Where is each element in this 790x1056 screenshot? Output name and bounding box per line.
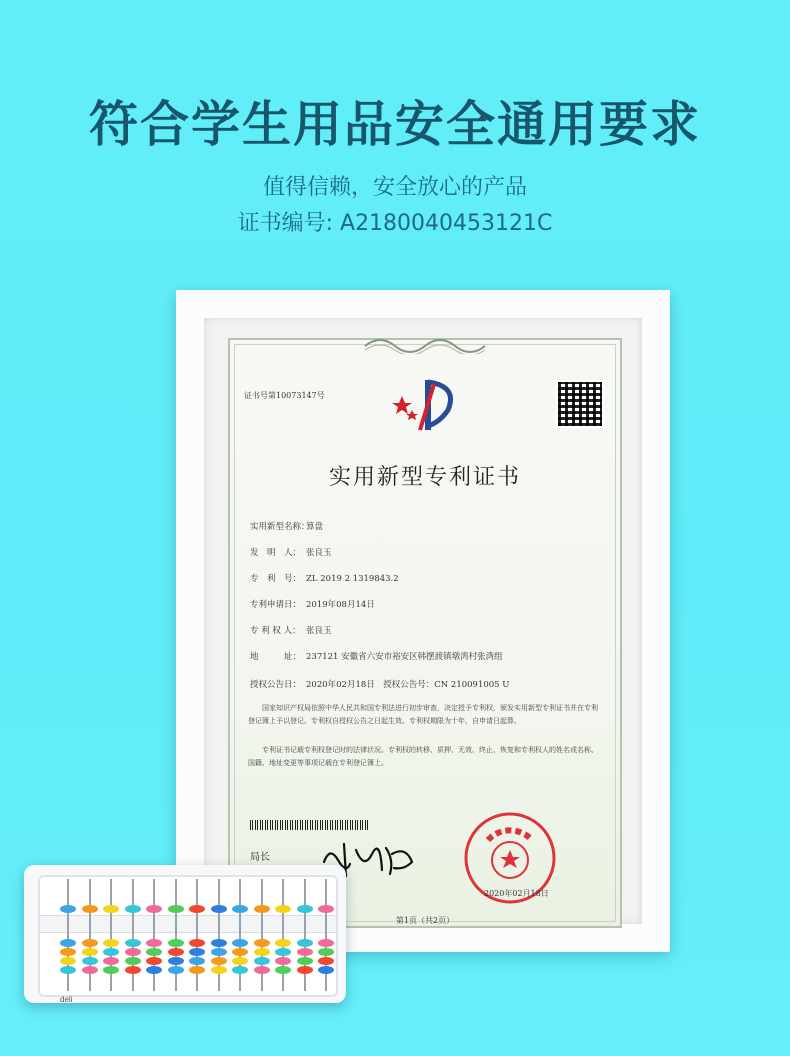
abacus-bead[interactable] (211, 905, 227, 913)
abacus-bead[interactable] (146, 957, 162, 965)
abacus-rod (325, 879, 327, 991)
abacus-bead[interactable] (297, 939, 313, 947)
abacus-bead[interactable] (254, 957, 270, 965)
abacus-bead[interactable] (103, 966, 119, 974)
abacus-rod (110, 879, 112, 991)
abacus-bead[interactable] (232, 905, 248, 913)
subtitle-trust: 值得信赖，安全放心的产品 (262, 175, 527, 200)
abacus-bead[interactable] (232, 957, 248, 965)
seal-date: 2020年02月18日 (484, 889, 549, 898)
abacus-bead[interactable] (254, 966, 270, 974)
abacus-bead[interactable] (103, 905, 119, 913)
abacus-bead[interactable] (297, 966, 313, 974)
abacus-rod (304, 879, 306, 991)
abacus-bead[interactable] (297, 957, 313, 965)
field-apply-date: 专利申请日： 2019年08月14日 (250, 600, 375, 610)
abacus-bead[interactable] (318, 939, 334, 947)
abacus-bead[interactable] (146, 905, 162, 913)
abacus-bead[interactable] (189, 905, 205, 913)
abacus-bead[interactable] (189, 948, 205, 956)
abacus-bead[interactable] (168, 966, 184, 974)
abacus-bead[interactable] (125, 905, 141, 913)
abacus-bead[interactable] (168, 939, 184, 947)
abacus-bead[interactable] (254, 905, 270, 913)
abacus-bead[interactable] (318, 966, 334, 974)
abacus-bead[interactable] (275, 939, 291, 947)
abacus-bead[interactable] (254, 948, 270, 956)
headline: 符合学生用品安全通用要求 (88, 96, 701, 153)
certificate-paragraph-1: 国家知识产权局依照中华人民共和国专利法进行初步审查，决定授予专利权，颁发实用新型专利证书并在专利登记簿上予以登记。专利权自授权公告之日起生效。专利权期限为十年，自申请日起算。 (248, 704, 598, 725)
abacus-bead[interactable] (146, 948, 162, 956)
field-patent-no: 专 利 号： ZL 2019 2 1319843.2 (250, 574, 399, 584)
abacus-rod (261, 879, 263, 991)
certificate-number: 证书号第10073147号 (244, 391, 325, 400)
abacus-bead[interactable] (82, 957, 98, 965)
abacus-bead[interactable] (297, 948, 313, 956)
abacus-bead[interactable] (318, 957, 334, 965)
field-owner: 专 利 权 人： 张良玉 (250, 626, 332, 636)
abacus-bead[interactable] (232, 948, 248, 956)
abacus-bead[interactable] (60, 966, 76, 974)
abacus-bead[interactable] (146, 966, 162, 974)
barcode (250, 820, 370, 830)
abacus-board (38, 875, 338, 1004)
field-name: 实用新型名称：算盘 (250, 522, 324, 532)
abacus-bead[interactable] (168, 905, 184, 913)
patent-office-logo-icon (392, 376, 462, 434)
page-number: 第1页（共2页） (395, 916, 455, 925)
abacus-bead[interactable] (82, 966, 98, 974)
ornament-icon (360, 334, 490, 354)
abacus-product (24, 865, 346, 1003)
abacus-beam (40, 915, 336, 933)
abacus-bead[interactable] (318, 905, 334, 913)
abacus-bead[interactable] (275, 957, 291, 965)
abacus-bead[interactable] (211, 939, 227, 947)
abacus-rod (132, 879, 134, 991)
abacus-bead[interactable] (189, 966, 205, 974)
abacus-bead[interactable] (125, 948, 141, 956)
abacus-bead[interactable] (82, 905, 98, 913)
certificate-paragraph-2: 专利证书记载专利权登记时的法律状况。专利权的转移、质押、无效、终止、恢复和专利权人的姓名或名称、国籍、地址变更等事项记载在专利登记簿上。 (248, 746, 598, 767)
abacus-rod (175, 879, 177, 991)
abacus-bead[interactable] (103, 957, 119, 965)
abacus-bead[interactable] (60, 957, 76, 965)
subtitle-cert-number: 证书编号: A2180040453121C (237, 211, 553, 236)
abacus-bead[interactable] (275, 966, 291, 974)
field-publish-date: 授权公告日： 2020年02月18日 授权公告号：CN 210091005 U (250, 680, 510, 690)
certificate-title: 实用新型专利证书 (328, 465, 521, 490)
abacus-bead[interactable] (232, 966, 248, 974)
abacus-rod (67, 879, 69, 991)
abacus-bead[interactable] (125, 939, 141, 947)
abacus-bead[interactable] (103, 939, 119, 947)
abacus-rod (153, 879, 155, 991)
abacus-bead[interactable] (254, 939, 270, 947)
field-inventor: 发 明 人： 张良玉 (250, 548, 332, 558)
abacus-bead[interactable] (60, 948, 76, 956)
abacus-bead[interactable] (82, 948, 98, 956)
abacus-rod (89, 879, 91, 991)
frame-mat (204, 318, 642, 924)
abacus-bead[interactable] (60, 939, 76, 947)
abacus-bead[interactable] (232, 939, 248, 947)
abacus-bead[interactable] (189, 957, 205, 965)
qr-code (556, 380, 604, 428)
abacus-bead[interactable] (211, 966, 227, 974)
field-address: 地 址： 237121 安徽省六安市裕安区韩摆渡镇墩湾村张湾组 (250, 652, 503, 662)
patent-certificate (228, 338, 622, 928)
abacus-bead[interactable] (82, 939, 98, 947)
abacus-bead[interactable] (318, 948, 334, 956)
signer-role: 局长 (250, 852, 270, 863)
abacus-bead[interactable] (103, 948, 119, 956)
abacus-bead[interactable] (211, 948, 227, 956)
abacus-bead[interactable] (275, 905, 291, 913)
abacus-bead[interactable] (189, 939, 205, 947)
abacus-bead[interactable] (125, 966, 141, 974)
abacus-bead[interactable] (168, 948, 184, 956)
abacus-bead[interactable] (275, 948, 291, 956)
abacus-bead[interactable] (60, 905, 76, 913)
abacus-bead[interactable] (146, 939, 162, 947)
abacus-rod (218, 879, 220, 991)
picture-frame (176, 290, 670, 952)
abacus-rod (282, 879, 284, 991)
abacus-bead[interactable] (297, 905, 313, 913)
abacus-bead[interactable] (168, 957, 184, 965)
brand-label: deli (60, 995, 73, 1004)
abacus-bead[interactable] (211, 957, 227, 965)
abacus-rod (239, 879, 241, 991)
abacus-bead[interactable] (125, 957, 141, 965)
abacus-rod (196, 879, 198, 991)
